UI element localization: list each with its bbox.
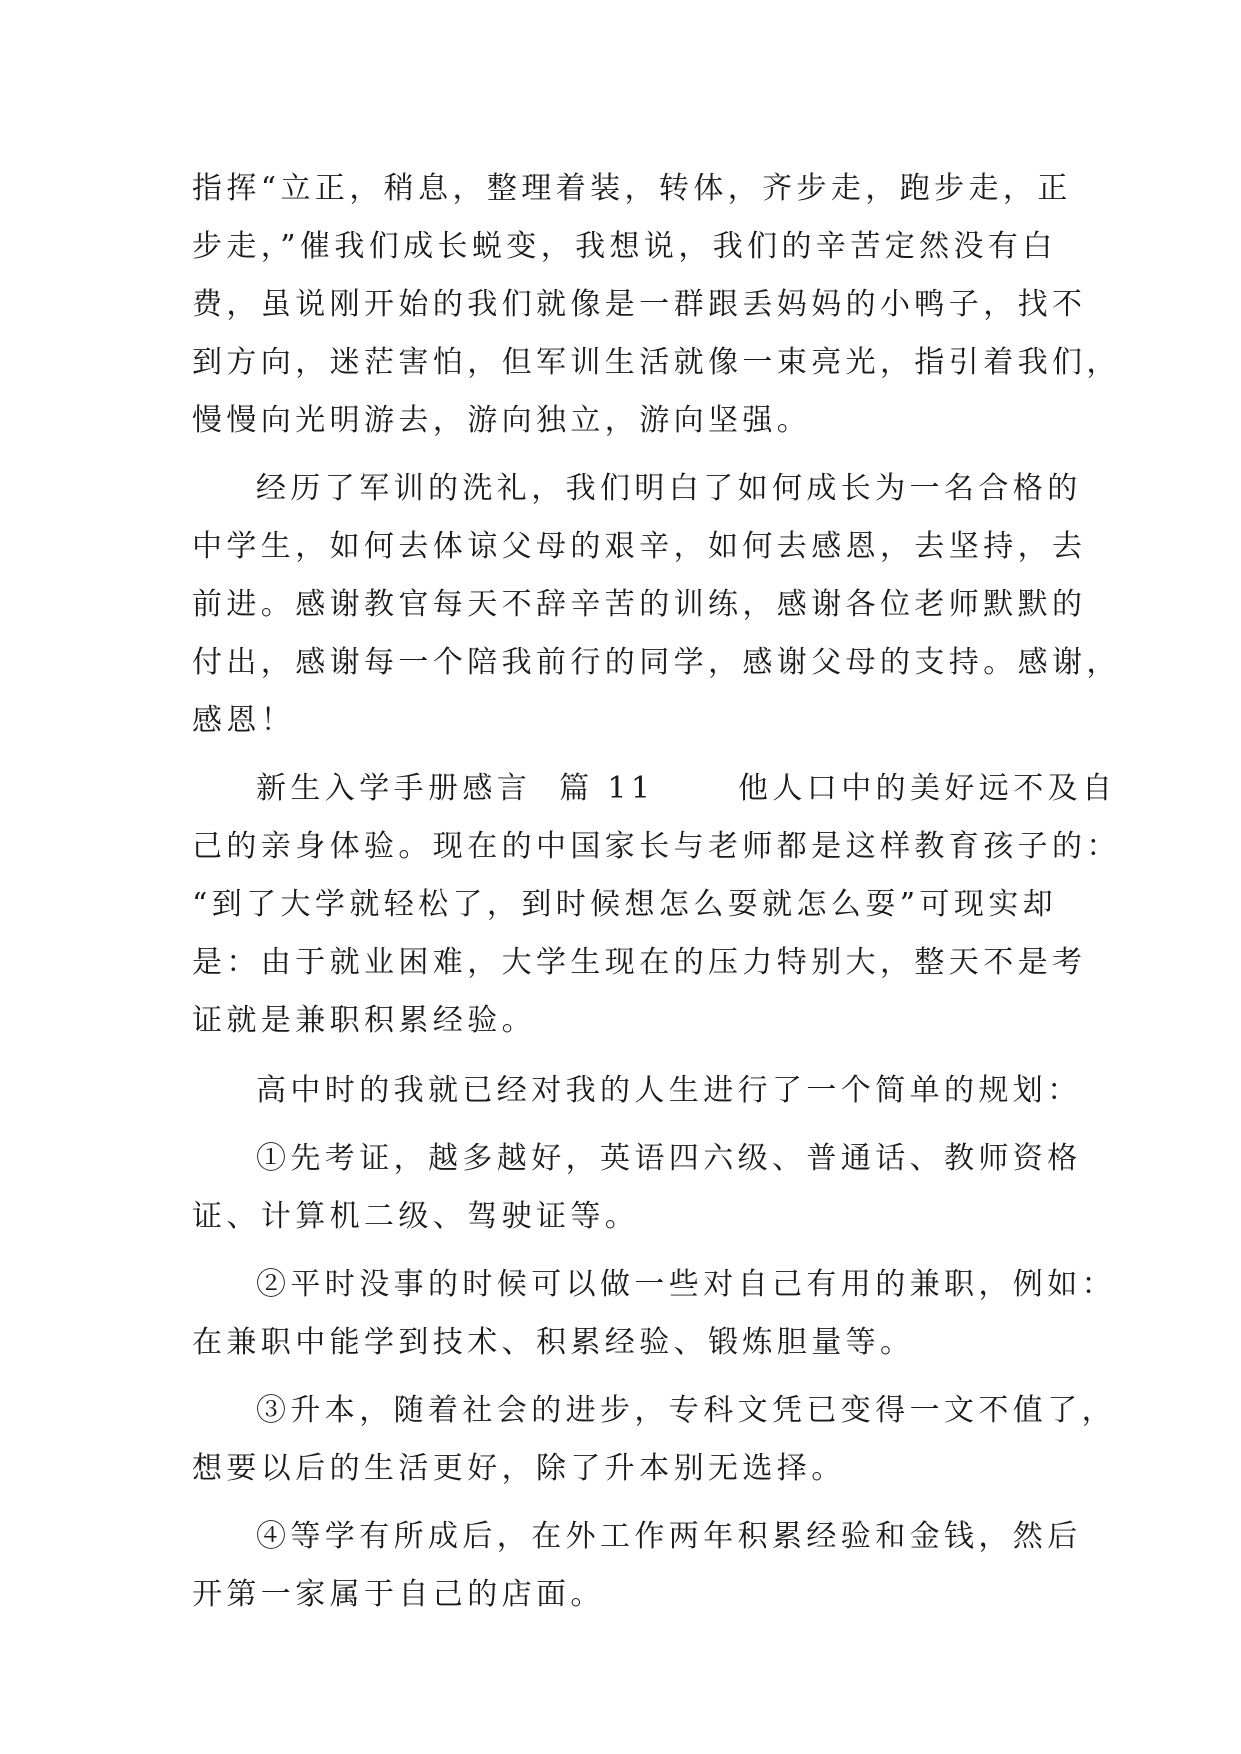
text-line: ④等学有所成后，在外工作两年积累经验和金钱，然后 bbox=[256, 1519, 1082, 1554]
text-line: 己的亲身体验。现在的中国家长与老师都是这样教育孩子的： bbox=[192, 829, 1121, 864]
list-item bbox=[192, 1508, 1082, 1624]
document-body bbox=[192, 160, 1121, 1624]
text-line: 中学生，如何去体谅父母的艰辛，如何去感恩，去坚持，去 bbox=[192, 529, 1087, 564]
text-line: 到方向，迷茫害怕，但军训生活就像一束亮光，指引着我们， bbox=[192, 345, 1121, 380]
text-line: 是：由于就业困难，大学生现在的压力特别大，整天不是考 bbox=[192, 945, 1087, 980]
list-item bbox=[192, 1382, 1116, 1498]
text-line: 前进。感谢教官每天不辞辛苦的训练，感谢各位老师默默的 bbox=[192, 587, 1087, 622]
text-line: 想要以后的生活更好，除了升本别无选择。 bbox=[192, 1451, 846, 1486]
text-line: 付出，感谢每一个陪我前行的同学，感谢父母的支持。感谢， bbox=[192, 645, 1121, 680]
text-line: 经历了军训的洗礼，我们明白了如何成长为一名合格的 bbox=[256, 471, 1082, 506]
paragraph bbox=[192, 160, 1121, 450]
text-line: 证、计算机二级、驾驶证等。 bbox=[192, 1199, 640, 1234]
text-line: 在兼职中能学到技术、积累经验、锻炼胆量等。 bbox=[192, 1325, 915, 1360]
paragraph bbox=[192, 760, 1121, 1050]
paragraph bbox=[192, 460, 1121, 750]
text-line: ①先考证，越多越好，英语四六级、普通话、教师资格 bbox=[256, 1141, 1082, 1176]
text-line: 开第一家属于自己的店面。 bbox=[192, 1577, 605, 1612]
text-line: 费，虽说刚开始的我们就像是一群跟丢妈妈的小鸭子，找不 bbox=[192, 287, 1087, 322]
text-line: 感恩！ bbox=[192, 703, 296, 738]
text-line: 证就是兼职积累经验。 bbox=[192, 1003, 536, 1038]
text-line: 指挥“立正，稍息，整理着装，转体，齐步走，跑步走，正 bbox=[192, 171, 1072, 206]
paragraph bbox=[192, 1062, 1082, 1120]
text-line: 高中时的我就已经对我的人生进行了一个简单的规划： bbox=[256, 1073, 1082, 1108]
section-heading-line: 新生入学手册感言 篇 11 他人口中的美好远不及自 bbox=[256, 771, 1117, 806]
list-item bbox=[192, 1256, 1116, 1372]
text-line: 步走，”催我们成长蜕变，我想说，我们的辛苦定然没有白 bbox=[192, 229, 1057, 264]
text-line: ③升本，随着社会的进步，专科文凭已变得一文不值了， bbox=[256, 1393, 1116, 1428]
list-item bbox=[192, 1130, 1082, 1246]
text-line: ②平时没事的时候可以做一些对自己有用的兼职，例如： bbox=[256, 1267, 1116, 1302]
text-line: 慢慢向光明游去，游向独立，游向坚强。 bbox=[192, 403, 812, 438]
text-line: “到了大学就轻松了，到时候想怎么耍就怎么耍”可现实却 bbox=[192, 887, 1058, 922]
